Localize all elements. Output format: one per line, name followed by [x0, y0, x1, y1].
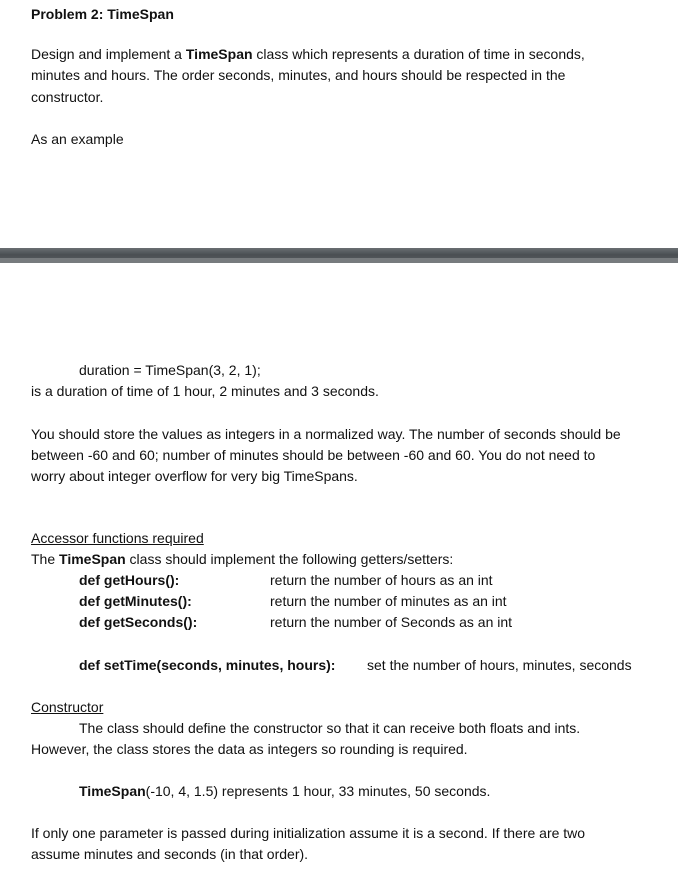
storage-line-3: worry about integer overflow for very big TimeSpans.	[31, 468, 358, 484]
class-name: TimeSpan	[59, 551, 126, 567]
setter-description: set the number of hours, minutes, seconds	[367, 657, 632, 673]
intro-line-1	[31, 45, 585, 63]
method-signature: def getMinutes():	[79, 593, 192, 609]
page-title: Problem 2: TimeSpan	[31, 6, 174, 22]
accessors-text: The	[31, 551, 60, 567]
accessors-intro	[31, 550, 453, 568]
method-description: return the number of hours as an int	[270, 572, 493, 588]
params-line-2: assume minutes and seconds (in that order).	[31, 846, 309, 862]
class-name: TimeSpan	[79, 783, 146, 799]
page-break-divider	[0, 248, 678, 263]
intro-text: class which represents a duration of time in seconds,	[252, 46, 585, 62]
intro-line-2: minutes and hours. The order seconds, minutes, and hours should be respected in the	[31, 67, 566, 83]
accessors-heading: Accessor functions required	[31, 530, 204, 546]
constructor-line-1: The class should define the constructor so that it can receive both floats and ints.	[79, 720, 581, 736]
setter-signature: def setTime(seconds, minutes, hours):	[79, 657, 336, 673]
storage-line-1: You should store the values as integers in a normalized way. The number of seconds should be	[31, 426, 621, 442]
example-description: is a duration of time of 1 hour, 2 minutes and 3 seconds.	[31, 383, 379, 399]
constructor-line-2: However, the class stores the data as integers so rounding is required.	[31, 741, 468, 757]
constructor-example	[79, 782, 490, 800]
storage-line-2: between -60 and 60; number of minutes should be between -60 and 60. You do not need to	[31, 447, 596, 463]
intro-line-3: constructor.	[31, 89, 104, 105]
method-description: return the number of minutes as an int	[270, 593, 507, 609]
method-description: return the number of Seconds as an int	[270, 614, 513, 630]
method-signature: def getSeconds():	[79, 614, 198, 630]
page-break-shadow	[0, 258, 678, 263]
constructor-heading: Constructor	[31, 699, 104, 715]
example-intro: As an example	[31, 131, 124, 147]
example-code: duration = TimeSpan(3, 2, 1);	[79, 362, 261, 378]
constructor-example-text: (-10, 4, 1.5) represents 1 hour, 33 minutes, 50 seconds.	[145, 783, 491, 799]
intro-text: Design and implement a	[31, 46, 186, 62]
accessors-text: class should implement the following getters/setters:	[125, 551, 454, 567]
class-name: TimeSpan	[185, 46, 253, 62]
method-signature: def getHours():	[79, 572, 180, 588]
params-line-1: If only one parameter is passed during initialization assume it is a second. If there are two	[31, 825, 586, 841]
